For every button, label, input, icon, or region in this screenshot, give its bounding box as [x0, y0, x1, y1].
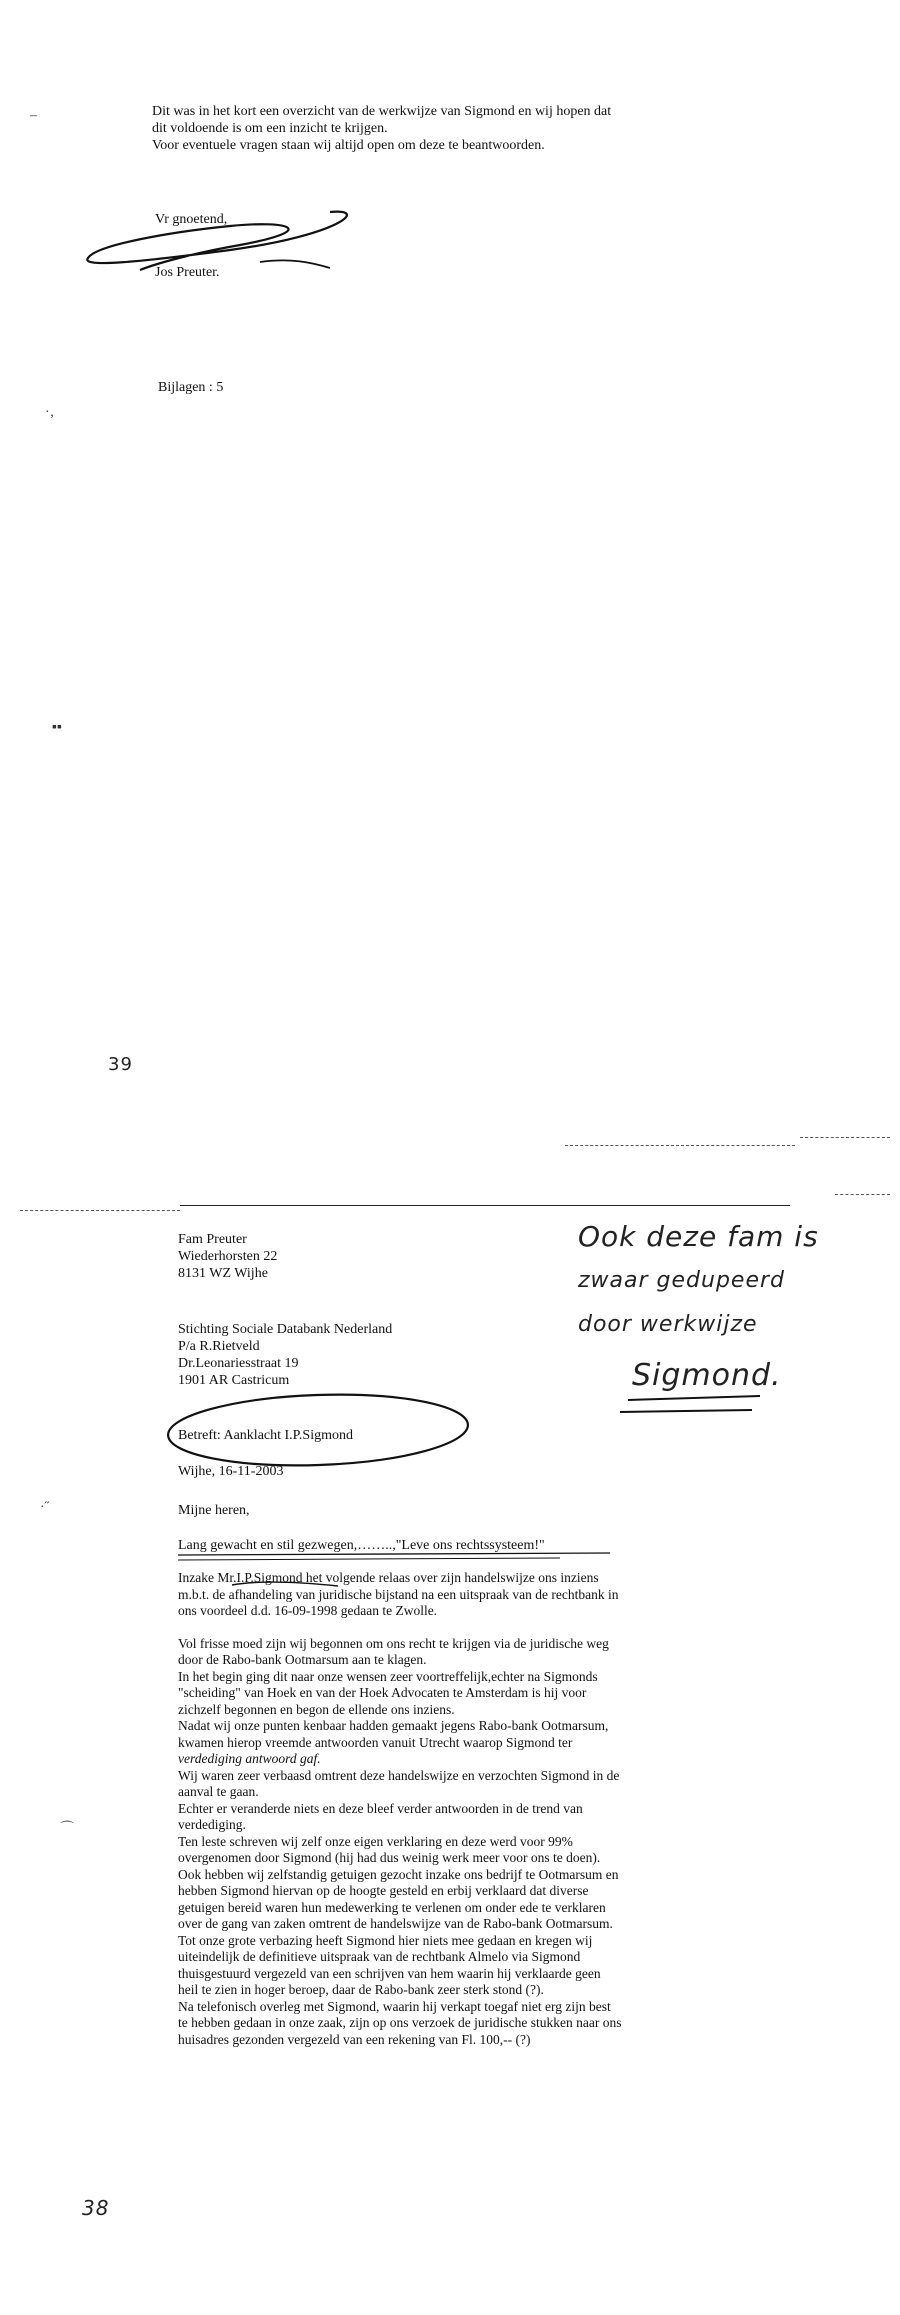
page-number: 39 [108, 1054, 133, 1075]
handwritten-note-line-2: zwaar gedupeerd [578, 1268, 785, 1293]
body-line: uiteindelijk de definitieve uitspraak van de rechtbank Almelo via Sigmond [178, 1949, 581, 1964]
body-line: In het begin ging dit naar onze wensen zeer voortreffelijk,echter na Sigmonds [178, 1668, 598, 1684]
letter-body [178, 1570, 778, 2048]
salutation: Mijne heren, [178, 1503, 250, 1518]
page-number: 38 [82, 2196, 110, 2220]
scan-speck: – [30, 108, 37, 123]
handwritten-note-line-1: Ook deze fam is [578, 1220, 819, 1253]
handwritten-note-line-3: door werkwijze [578, 1312, 758, 1337]
body-line: hebben Sigmond hiervan op de hoogte gesteld en erbij verklaard dat diverse [178, 1883, 589, 1898]
attachments-note: Bijlagen : 5 [158, 380, 224, 395]
body-line: Na telefonisch overleg met Sigmond, waarin hij verkapt toegaf niet erg zijn best [178, 1998, 611, 2014]
body-line: m.b.t. de afhandeling van juridische bijstand na een uitspraak van de rechtbank in [178, 1586, 619, 1602]
sender-name: Fam Preuter [178, 1232, 247, 1247]
signature-scribble [0, 0, 900, 320]
intro-line-3: Voor eventuele vragen staan wij altijd open om deze te beantwoorden. [152, 138, 545, 153]
recipient-org: Stichting Sociale Databank Nederland [178, 1322, 393, 1337]
body-line: verdediging antwoord gaf. [178, 1751, 321, 1766]
scan-speck: ·˝ [40, 1500, 50, 1515]
body-line: Vol frisse moed zijn wij begonnen om ons recht te krijgen via de juridische weg [178, 1635, 609, 1651]
body-line: over de gang van zaken omtrent de handelswijze van de Rabo-bank Ootmarsum. [178, 1916, 613, 1931]
body-line: Inzake Mr.I.P.Sigmond het volgende relaas over zijn handelswijze ons inziens [178, 1570, 599, 1585]
scan-speck: ·‚ [45, 405, 55, 420]
sender-street: Wiederhorsten 22 [178, 1249, 278, 1264]
subject-line: Betreft: Aanklacht I.P.Sigmond [178, 1428, 353, 1443]
body-line: ons voordeel d.d. 16-09-1998 gedaan te Zwolle. [178, 1603, 438, 1618]
intro-line-1: Dit was in het kort een overzicht van de werkwijze van Sigmond en wij hopen dat [152, 104, 612, 119]
document-page-2 [0, 1150, 900, 2315]
sender-city: 8131 WZ Wijhe [178, 1266, 268, 1281]
letter-headline: Lang gewacht en stil gezwegen,……..,"Leve ons rechtssysteem!" [178, 1538, 545, 1553]
body-line: zichzelf begonnen en begon de ellende ons inziens. [178, 1701, 455, 1717]
page-divider [565, 1145, 795, 1146]
letter-date: Wijhe, 16-11-2003 [178, 1464, 284, 1479]
annotation-marks [0, 1150, 900, 1620]
recipient-attn: P/a R.Rietveld [178, 1339, 260, 1354]
scan-speck: ⌒ [60, 1822, 74, 1837]
scan-speck: ▪▪ [52, 720, 62, 735]
body-line: kwamen hierop vreemde antwoorden vanuit Utrecht waarop Sigmond ter [178, 1734, 573, 1750]
page-divider [800, 1137, 890, 1138]
body-line: Echter er veranderde niets en deze bleef verder antwoorden in de trend van [178, 1800, 583, 1816]
recipient-city: 1901 AR Castricum [178, 1373, 290, 1388]
body-line: heil te zien in hoger beroep, daar de Rabo-bank zeer sterk stond (?). [178, 1982, 544, 1997]
body-line: overgenomen door Sigmond (hij had dus weinig werk meer voor ons te doen). [178, 1850, 601, 1865]
document-page-1 [0, 0, 900, 1150]
body-line: Nadat wij onze punten kenbaar hadden gemaakt jegens Rabo-bank Ootmarsum, [178, 1718, 609, 1733]
closing-greeting: Vr gnoetend, [155, 212, 228, 227]
recipient-street: Dr.Leonariesstraat 19 [178, 1356, 299, 1371]
body-line: Tot onze grote verbazing heeft Sigmond hier niets mee gedaan en kregen wij [178, 1932, 593, 1948]
body-line: thuisgestuurd vergezeld van een schrijven van hem waarin hij verklaarde geen [178, 1965, 601, 1981]
body-line: huisadres gezonden vergezeld van een rekening van Fl. 100,-- (?) [178, 2031, 531, 2047]
body-line: aanval te gaan. [178, 1784, 259, 1799]
body-line: Ten leste schreven wij zelf onze eigen verklaring en deze werd voor 99% [178, 1833, 573, 1849]
body-line: te hebben gedaan in onze zaak, zijn op ons verzoek de juridische stukken naar ons [178, 2015, 622, 2030]
body-line: Ook hebben wij zelfstandig getuigen gezocht inzake ons bedrijf te Ootmarsum en [178, 1866, 619, 1882]
body-line: door de Rabo-bank Ootmarsum aan te klagen. [178, 1652, 427, 1667]
handwritten-note-line-4: Sigmond. [632, 1358, 782, 1393]
intro-line-2: dit voldoende is om een inzicht te krijgen. [152, 121, 388, 136]
body-line: verdediging. [178, 1817, 246, 1832]
body-line: getuigen bereid waren hun medewerking te verlenen om onder ede te verklaren [178, 1899, 606, 1915]
body-line: "scheiding" van Hoek en van der Hoek Advocaten te Amsterdam is hij voor [178, 1685, 587, 1700]
signer-name: Jos Preuter. [155, 265, 220, 280]
body-line: Wij waren zeer verbaasd omtrent deze handelswijze en verzochten Sigmond in de [178, 1767, 620, 1783]
